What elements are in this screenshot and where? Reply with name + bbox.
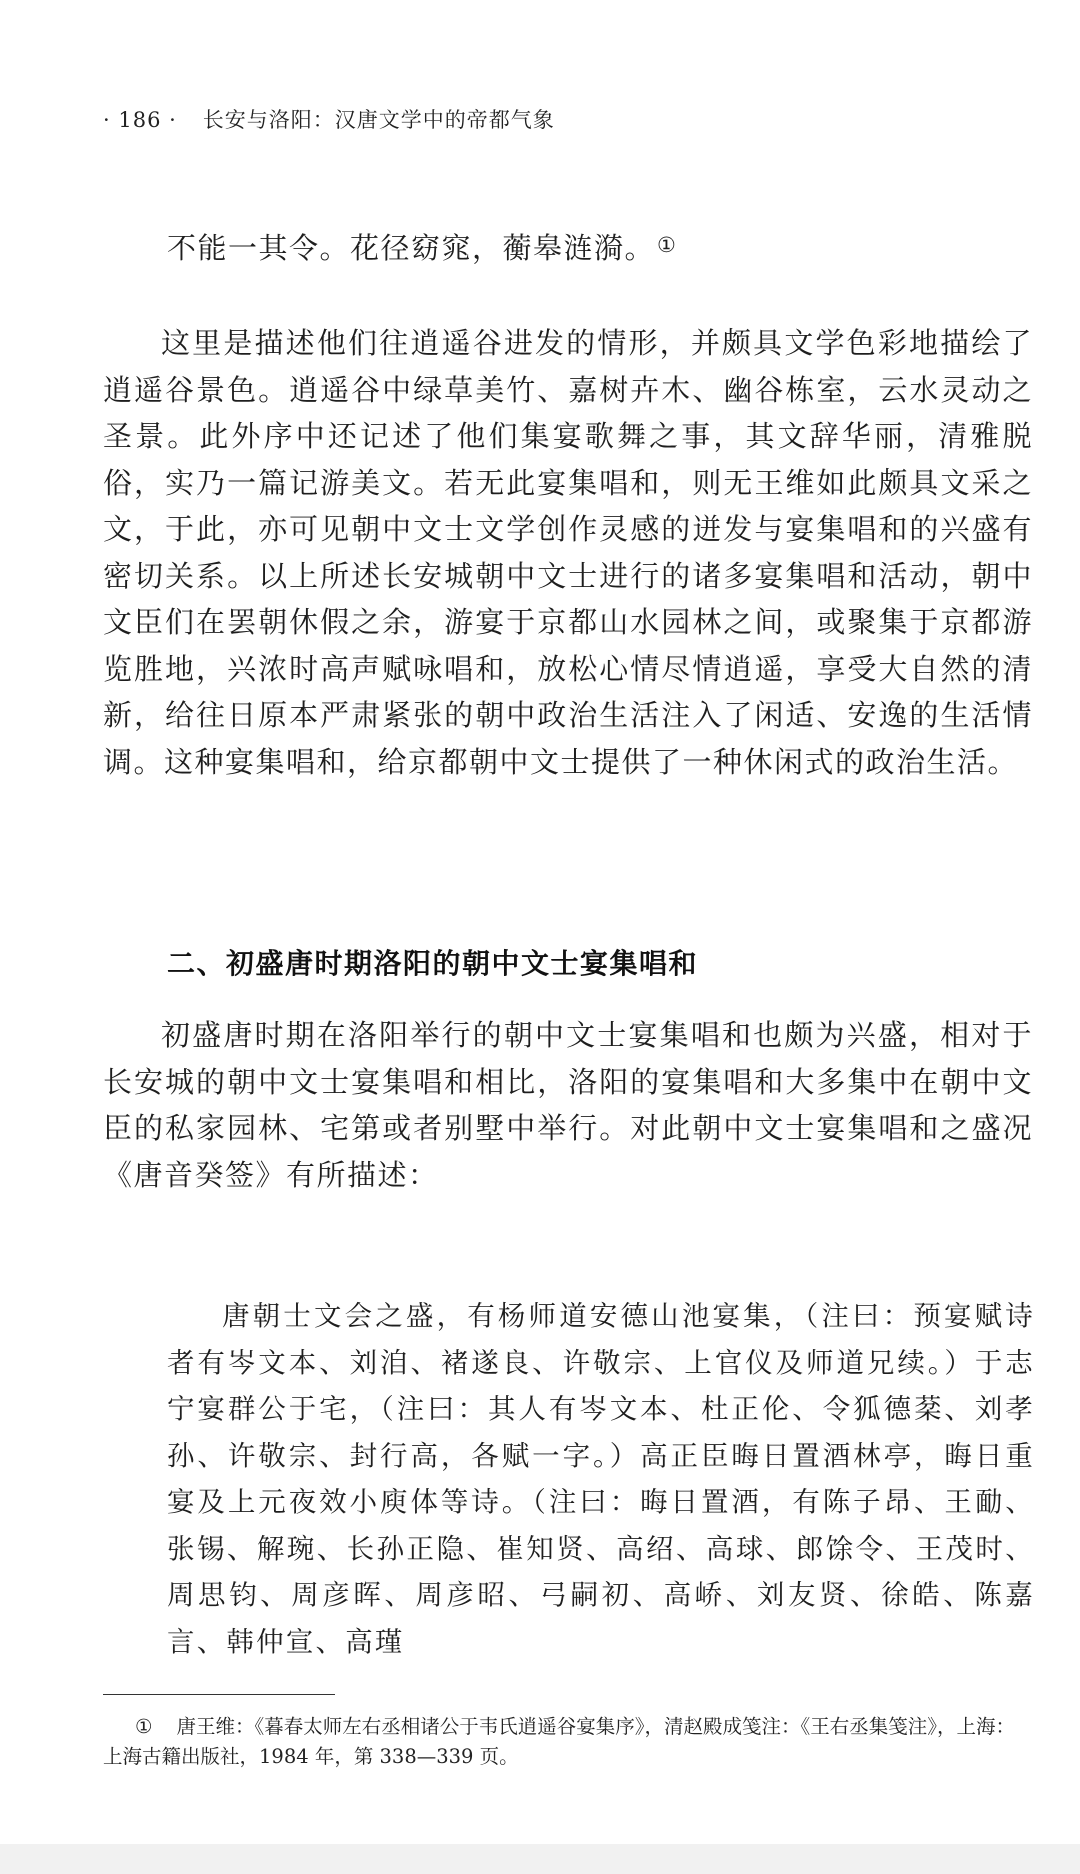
body-paragraph-1 (103, 320, 1033, 785)
book-title: 长安与洛阳：汉唐文学中的帝都气象 (202, 108, 555, 132)
footnote-text: 唐王维：《暮春太师左右丞相诸公于韦氏逍遥谷宴集序》，清赵殿成笺注：《王右丞集笺注》，上海：上海古籍出版社，1984 年，第 338—339 页。 (103, 1715, 1015, 1768)
quote-continuation (167, 222, 1037, 271)
body-paragraph-2 (103, 1012, 1033, 1198)
running-header (103, 104, 555, 134)
footnote-marker: ① (135, 1715, 153, 1738)
block-quote-text: 唐朝士文会之盛，有杨师道安德山池宴集，（注曰：预宴赋诗者有岑文本、刘洎、褚遂良、许敬宗、上官仪及师道兄续。）于志宁宴群公于宅，（注曰：其人有岑文本、杜正伦、令狐德棻、刘孝孙、许敬宗、封行高，各赋一字。）高正臣晦日置酒林亭，晦日重宴及上元夜效小庾体等诗。（注曰：晦日置酒，有陈子昂、王勔、张锡、解琬、长孙正隐、崔知贤、高绍、高球、郎馀令、王茂时、周思钧、周彦晖、周彦昭、弓嗣初、高峤、刘友贤、徐皓、陈嘉言、韩仲宣、高瑾 (167, 1300, 1035, 1658)
footnote-reference[interactable]: ① (657, 233, 678, 257)
footnote-divider (103, 1694, 335, 1695)
quote-continuation-text: 不能一其令。花径窈窕，蘅皋涟漪。 (167, 231, 656, 265)
body-paragraph-2-text: 初盛唐时期在洛阳举行的朝中文士宴集唱和也颇为兴盛，相对于长安城的朝中文士宴集唱和相比，洛阳的宴集唱和大多集中在朝中文臣的私家园林、宅第或者别墅中举行。对此朝中文士宴集唱和之盛况《唐音癸签》有所描述： (103, 1018, 1033, 1192)
block-quote (167, 1293, 1035, 1665)
body-paragraph-1-text: 这里是描述他们往逍遥谷进发的情形，并颇具文学色彩地描绘了逍遥谷景色。逍遥谷中绿草美竹、嘉树卉木、幽谷栋室，云水灵动之圣景。此外序中还记述了他们集宴歌舞之事，其文辞华丽，清雅脱俗，实乃一篇记游美文。若无此宴集唱和，则无王维如此颇具文采之文，于此，亦可见朝中文士文学创作灵感的迸发与宴集唱和的兴盛有密切关系。以上所述长安城朝中文士进行的诸多宴集唱和活动，朝中文臣们在罢朝休假之余，游宴于京都山水园林之间，或聚集于京都游览胜地，兴浓时高声赋咏唱和，放松心情尽情逍遥，享受大自然的清新，给往日原本严肃紧张的朝中政治生活注入了闲适、安逸的生活情调。这种宴集唱和，给京都朝中文士提供了一种休闲式的政治生活。 (103, 326, 1033, 779)
section-heading: 二、初盛唐时期洛阳的朝中文士宴集唱和 (167, 947, 699, 980)
viewer-bottom-band (0, 1844, 1080, 1874)
footnote (103, 1712, 1033, 1772)
page-number: · 186 · (103, 108, 177, 132)
